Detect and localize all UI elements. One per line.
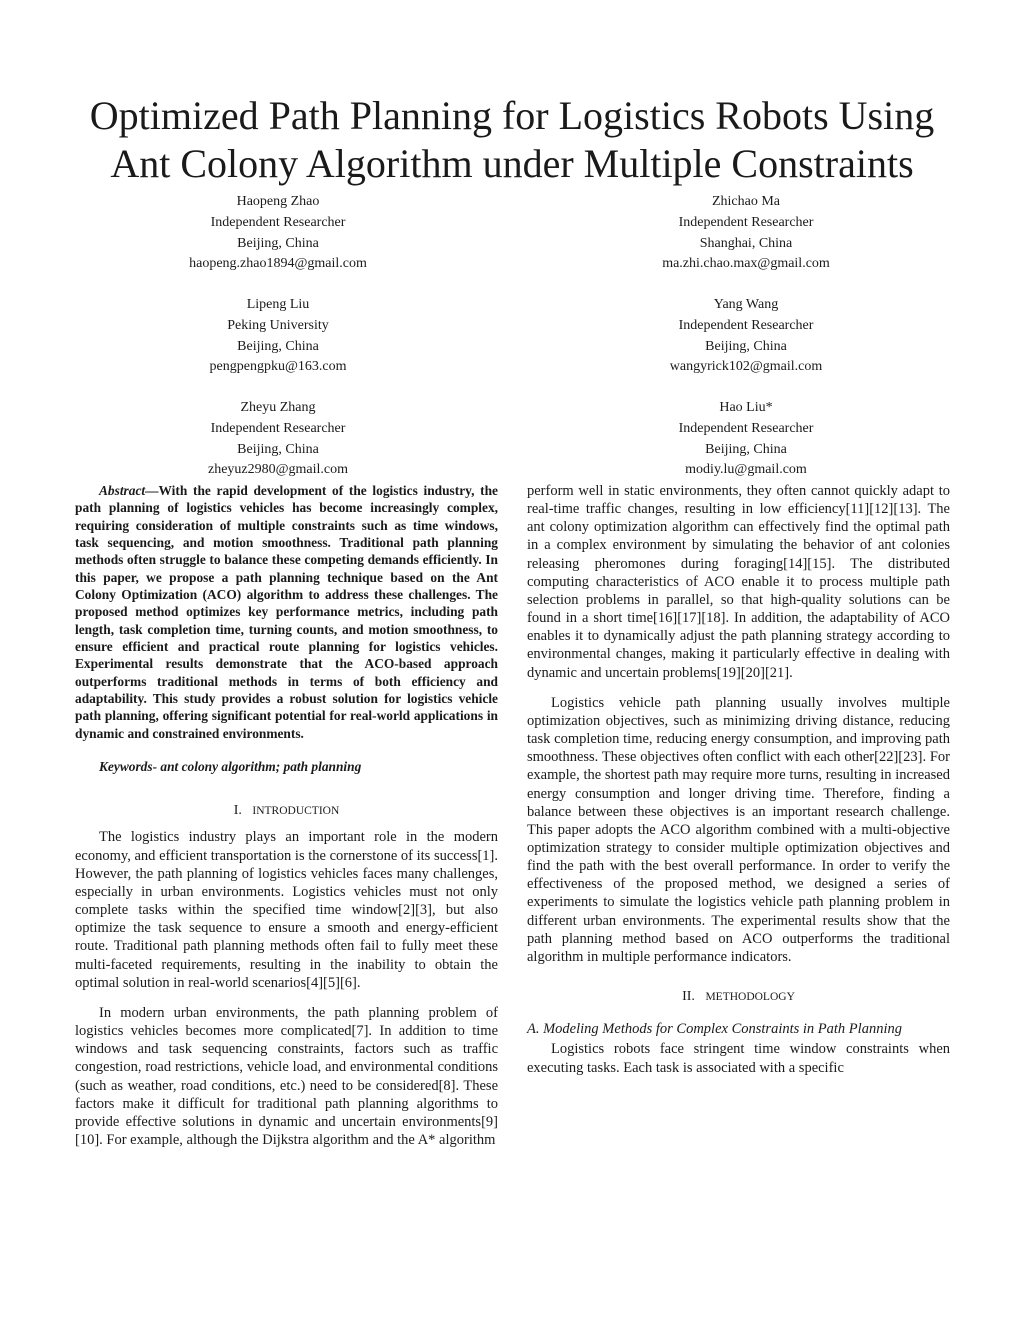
author-email: ma.zhi.chao.max@gmail.com	[662, 256, 830, 272]
author-location: Beijing, China	[705, 338, 787, 354]
author-name: Hao Liu*	[719, 400, 773, 415]
right-column	[527, 482, 950, 1077]
author-location: Beijing, China	[237, 441, 319, 457]
author-name: Zhichao Ma	[711, 194, 781, 209]
author-email: zheyuz2980@gmail.com	[207, 462, 349, 478]
author-affiliation: Independent Researcher	[210, 420, 346, 436]
author-email: pengpengpku@163.com	[209, 359, 347, 375]
author-name: Yang Wang	[713, 297, 779, 312]
keywords: Keywords- ant colony algorithm; path planning	[99, 759, 362, 775]
body-paragraph: Logistics vehicle path planning usually involves multiple optimization objectives, such as minimizing driving distance, reducing task completion time, reducing energy consumption, and improving path smoothness. These objectives often conflict with each other[22][23]. For example, the shortest path may require more turns, resulting in increased energy consumption and longer driving time. Therefore, finding a balance between these objectives is an important research challenge. This paper adopts the ACO algorithm combined with a multi-objective optimization strategy to consider multiple optimization objectives and find the path with the best overall performance. In order to verify the effectiveness of the proposed method, we designed a series of experiments to simulate the logistics vehicle path planning problem in different urban environments. The experimental results show that the path planning method based on ACO outperforms the traditional algorithm in multiple performance indicators.	[527, 694, 950, 965]
abstract-label: Abstract—	[99, 483, 159, 498]
author-name: Lipeng Liu	[246, 297, 310, 312]
subsection-heading: A. Modeling Methods for Complex Constraints in Path Planning	[527, 1021, 902, 1038]
section-heading-introduction	[75, 802, 498, 820]
author-email: haopeng.zhao1894@gmail.com	[189, 256, 367, 272]
author-location: Beijing, China	[237, 235, 319, 251]
author-name: Haopeng Zhao	[236, 194, 320, 209]
author-block	[128, 192, 428, 275]
author-affiliation: Independent Researcher	[678, 317, 814, 333]
section-title: INTRODUCTION	[252, 805, 340, 818]
section-number: I.	[233, 803, 242, 819]
author-affiliation: Peking University	[227, 317, 329, 333]
author-block	[128, 398, 428, 481]
paper-title	[40, 92, 984, 188]
author-block	[596, 192, 896, 275]
author-block	[596, 398, 896, 481]
author-block	[128, 295, 428, 378]
left-column	[75, 482, 498, 1149]
author-block	[596, 295, 896, 378]
author-name: Zheyu Zhang	[240, 400, 316, 415]
intro-paragraph-1: The logistics industry plays an important role in the modern economy, and efficient transportation is the cornerstone of its success[1]. However, the path planning of logistics vehicles faces many challenges, especially in urban environments. Logistics vehicles must not only complete tasks within the specified time window[2][3], but also optimize the task sequence to ensure a smooth and energy-efficient route. Traditional path planning methods often fail to fully meet these multi-faceted requirements, resulting in the inability to obtain the optimal solution in real-world scenarios[4][5][6].	[75, 829, 498, 991]
intro-paragraph-2: In modern urban environments, the path planning problem of logistics vehicles becomes more complicated[7]. In addition to time windows and task sequencing constraints, factors such as traffic congestion, road restrictions, vehicle load, and environmental conditions (such as weather, road conditions, etc.) need to be considered[8]. These factors make it difficult for traditional path planning algorithms to provide effective solutions in dynamic and uncertain environments[9][10]. For example, although the Dijkstra algorithm and the A* algorithm	[75, 1004, 498, 1148]
author-email: modiy.lu@gmail.com	[685, 462, 807, 478]
author-location: Beijing, China	[705, 441, 787, 457]
author-location: Beijing, China	[237, 338, 319, 354]
author-affiliation: Independent Researcher	[678, 420, 814, 436]
abstract	[75, 482, 498, 742]
author-affiliation: Independent Researcher	[678, 214, 814, 230]
body-paragraph-continued: perform well in static environments, they often cannot quickly adapt to real-time traffic changes, resulting in low efficiency[11][12][13]. The ant colony optimization algorithm can effectively find the optimal path in a complex environment by simulating the behavior of ant colonies releasing pheromones during foraging[14][15]. The distributed computing characteristics of ACO enable it to process multiple path selection problems in parallel, so that high-quality solutions can be found in a short time[16][17][18]. In addition, the adaptability of ACO enables it to dynamically adjust the path planning strategy according to environmental changes, making it particularly effective in dealing with dynamic and uncertain problems[19][20][21].	[527, 483, 950, 681]
author-affiliation: Independent Researcher	[210, 214, 346, 230]
author-location: Shanghai, China	[699, 235, 793, 251]
title-line-2: Ant Colony Algorithm under Multiple Constraints	[110, 141, 914, 186]
section-heading-methodology	[527, 988, 950, 1006]
title-line-1: Optimized Path Planning for Logistics Robots Using	[89, 93, 935, 138]
section-title: METHODOLOGY	[705, 991, 795, 1004]
abstract-text: With the rapid development of the logistics industry, the path planning of logistics vehicles has become increasingly complex, requiring consideration of multiple constraints such as time windows, task sequencing, and motion smoothness. Traditional path planning methods often struggle to balance these competing demands efficiently. In this paper, we propose a path planning technique based on the Ant Colony Optimization (ACO) algorithm to address these challenges. The proposed method optimizes key performance metrics, including path length, task completion time, turning counts, and motion smoothness, to ensure efficient and practical route planning for logistics vehicles. Experimental results demonstrate that the ACO-based approach outperforms traditional methods in terms of both efficiency and adaptability. This study provides a robust solution for logistics vehicle path planning, offering significant potential for real-world applications in dynamic and constrained environments.	[75, 483, 498, 741]
body-paragraph: Logistics robots face stringent time window constraints when executing tasks. Each task is associated with a specific	[527, 1041, 950, 1076]
author-email: wangyrick102@gmail.com	[669, 359, 823, 375]
section-number: II.	[682, 989, 695, 1005]
